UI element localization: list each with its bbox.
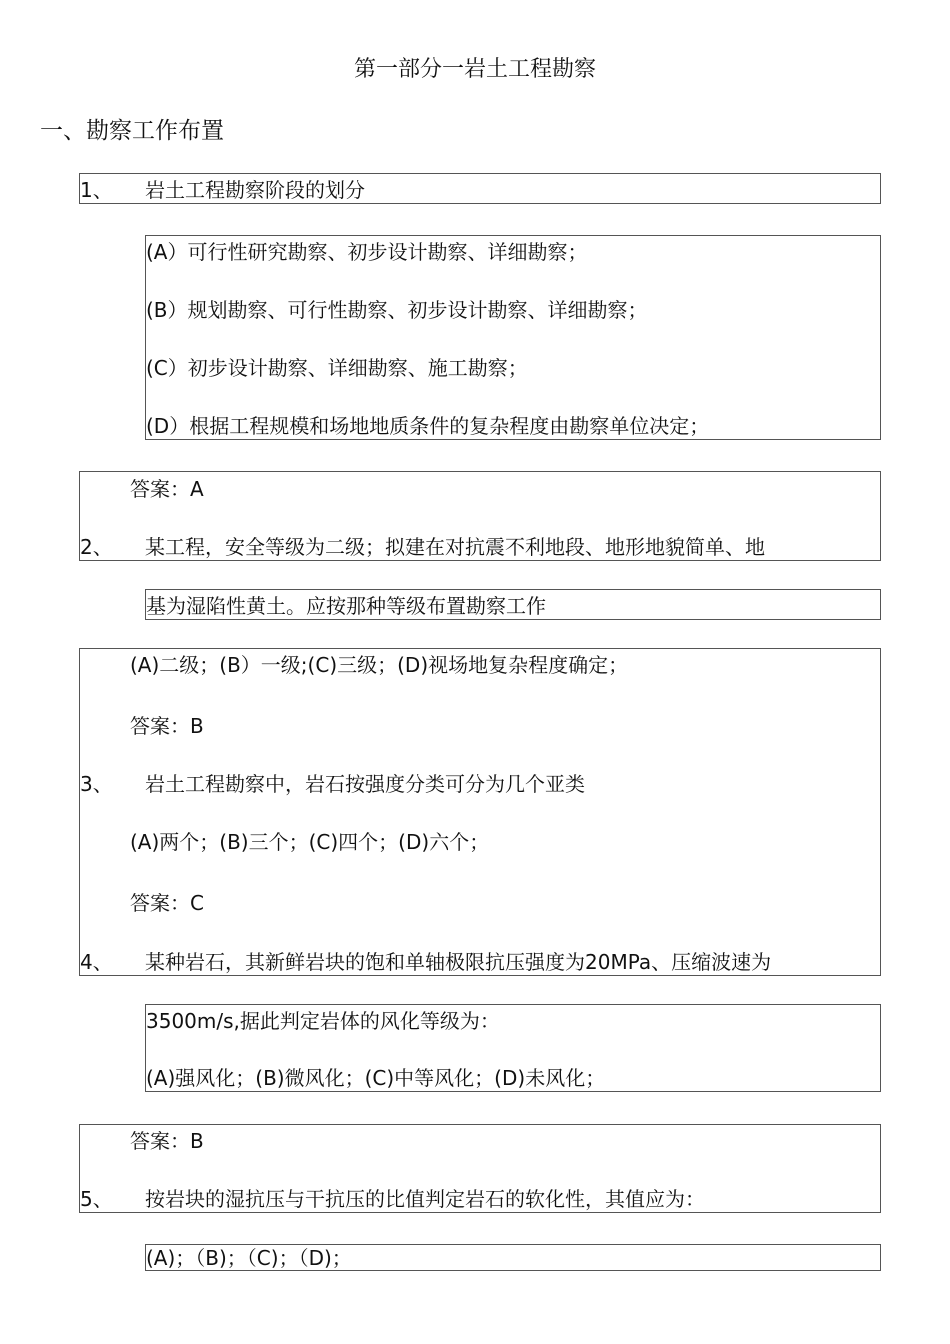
question-1-options-box xyxy=(145,235,881,440)
question-1-answer: 答案：A xyxy=(130,477,204,501)
question-2-number: 2、 xyxy=(80,535,113,559)
question-3-stem: 岩土工程勘察中，岩石按强度分类可分为几个亚类 xyxy=(145,772,585,796)
question-4-number: 4、 xyxy=(80,950,113,974)
question-2-stem-line-1: 某工程，安全等级为二级；拟建在对抗震不利地段、地形地貌简单、地 xyxy=(145,535,765,559)
question-5-number: 5、 xyxy=(80,1187,113,1211)
question-2-answer: 答案：B xyxy=(130,714,204,738)
question-1-option-b: (B）规划勘察、可行性勘察、初步设计勘察、详细勘察； xyxy=(146,298,648,322)
question-3-number: 3、 xyxy=(80,772,113,796)
question-2-4-box xyxy=(79,648,881,976)
question-5-options: (A)；（B)；（C)；（D)； xyxy=(146,1246,352,1270)
question-2-options: (A)二级；(B）一级;(C)三级；(D)视场地复杂程度确定； xyxy=(130,653,629,677)
question-4-stem-line-2: 3500m/s,据此判定岩体的风化等级为： xyxy=(146,1009,500,1033)
question-3-answer: 答案：C xyxy=(130,891,204,915)
section-heading: 一、勘察工作布置 xyxy=(40,118,224,144)
question-1-option-c: (C）初步设计勘察、详细勘察、施工勘察； xyxy=(146,356,528,380)
question-1-option-d: (D）根据工程规模和场地地质条件的复杂程度由勘察单位决定； xyxy=(146,414,710,438)
question-3-options: (A)两个；(B)三个；(C)四个；(D)六个； xyxy=(130,830,490,854)
question-4-stem-line-1: 某种岩石，其新鲜岩块的饱和单轴极限抗压强度为20MPa、压缩波速为 xyxy=(145,950,772,974)
question-4-answer: 答案：B xyxy=(130,1129,204,1153)
question-1-option-a: (A）可行性研究勘察、初步设计勘察、详细勘察； xyxy=(146,240,588,264)
question-1-stem: 岩土工程勘察阶段的划分 xyxy=(145,178,365,202)
page-title: 第一部分一岩土工程勘察 xyxy=(353,57,596,82)
question-5-stem: 按岩块的湿抗压与干抗压的比值判定岩石的软化性，其值应为： xyxy=(145,1187,705,1211)
question-4-options: (A)强风化；(B)微风化；(C)中等风化；(D)未风化； xyxy=(146,1066,606,1090)
question-1-number: 1、 xyxy=(80,178,113,202)
question-2-stem-line-2: 基为湿陷性黄土。应按那种等级布置勘察工作 xyxy=(146,594,546,618)
